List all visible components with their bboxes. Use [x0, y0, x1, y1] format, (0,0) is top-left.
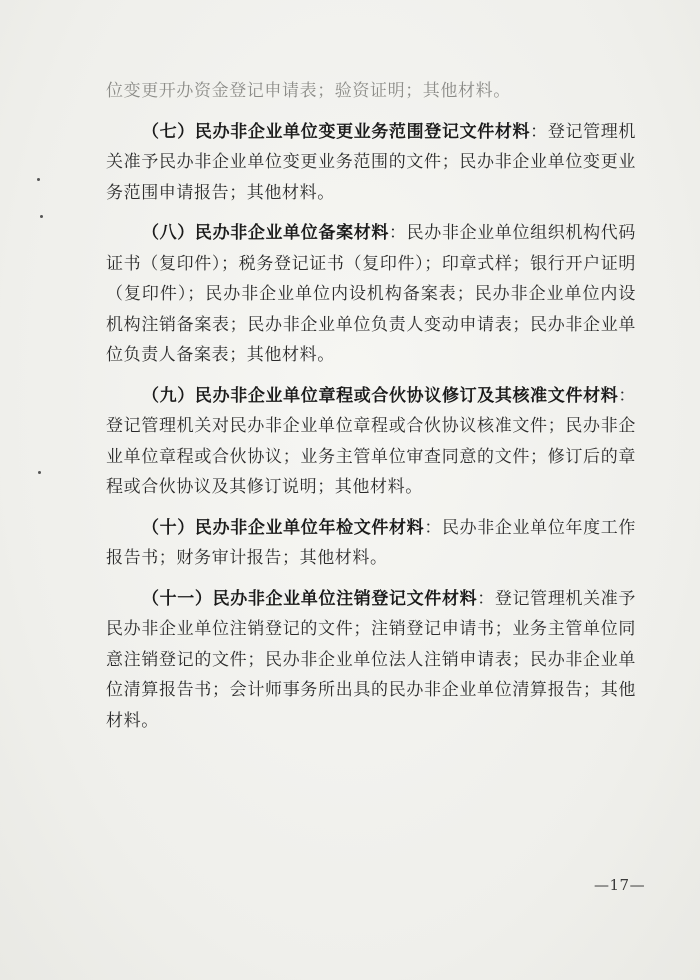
paragraph-text: ：民办非企业单位组织机构代码证书（复印件）；税务登记证书（复印件）；印章式样；银行开户证明（复印件）；民办非企业单位内设机构备案表；民办非企业单位内设机构注销备案表；民办非企业单位负责人变动申请表；民办非企业单位负责人备案表；其他材料。 — [106, 223, 636, 365]
paragraph-section-11 — [106, 584, 636, 737]
scan-mark — [38, 471, 41, 474]
section-heading: （八）民办非企业单位备案材料 — [142, 223, 390, 243]
scan-mark — [40, 215, 43, 218]
section-heading: （七）民办非企业单位变更业务范围登记文件材料 — [142, 121, 531, 142]
paragraph-section-9 — [106, 381, 636, 503]
paragraph-section-7 — [106, 117, 636, 209]
document-body — [106, 76, 636, 746]
paragraph-text: ：登记管理机关对民办非企业单位章程或合伙协议核准文件；民办非企业单位章程或合伙协议；业务主管单位审查同意的文件；修订后的章程或合伙协议及其修订说明；其他材料。 — [106, 385, 636, 497]
paragraph-text: 位变更开办资金登记申请表；验资证明；其他材料。 — [106, 81, 511, 101]
paragraph-text: ：登记管理机关准予民办非企业单位注销登记的文件；注销登记申请书；业务主管单位同意注销登记的文件；民办非企业单位法人注销申请表；民办非企业单位清算报告书；会计师事务所出具的民办非企业单位清算报告；其他材料。 — [106, 588, 637, 731]
paragraph-text: ：民办非企业单位年度工作报告书；财务审计报告；其他材料。 — [106, 517, 636, 568]
paragraph-section-10 — [106, 513, 636, 574]
scan-mark — [37, 178, 40, 181]
paragraph-text: ：登记管理机关准予民办非企业单位变更业务范围的文件；民办非企业单位变更业务范围申请报告；其他材料。 — [106, 121, 636, 203]
section-heading: （九）民办非企业单位章程或合伙协议修订及其核准文件材料 — [142, 385, 619, 406]
page-number: —17— — [594, 876, 646, 894]
paragraph-continuation — [106, 76, 636, 107]
section-heading: （十）民办非企业单位年检文件材料 — [142, 517, 425, 538]
section-heading: （十一）民办非企业单位注销登记文件材料 — [142, 588, 478, 609]
paragraph-section-8 — [106, 218, 636, 371]
